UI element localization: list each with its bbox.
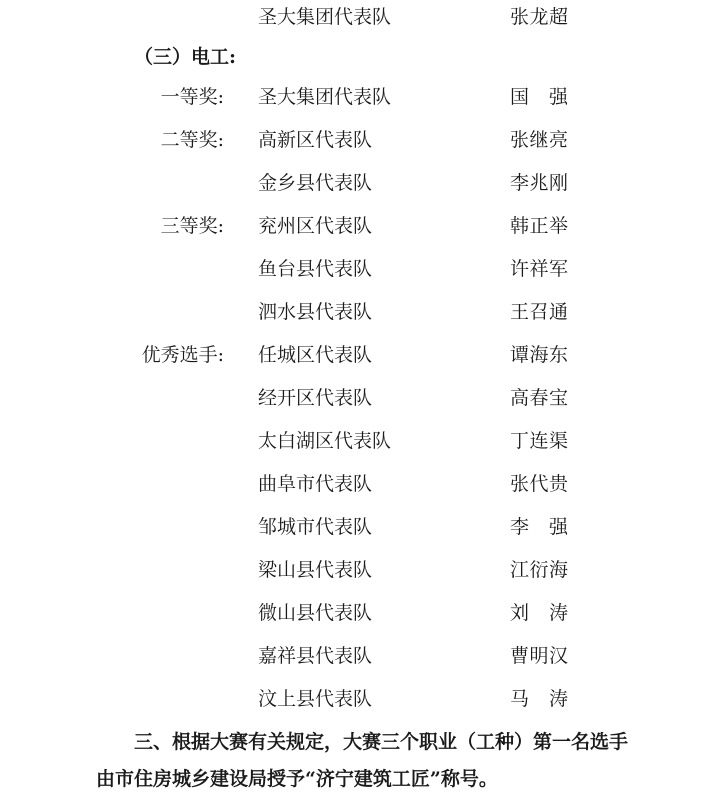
team-name: 泗水县代表队 (258, 301, 373, 323)
team-name: 鱼台县代表队 (258, 258, 373, 280)
team-name: 汶上县代表队 (258, 688, 373, 710)
list-row (0, 426, 726, 456)
winner-name: 韩正举 (510, 215, 568, 237)
team-name: 梁山县代表队 (258, 559, 373, 581)
winner-name: 江衍海 (510, 559, 568, 581)
team-name: 曲阜市代表队 (258, 473, 373, 495)
list-row (0, 254, 726, 284)
team-name: 圣大集团代表队 (258, 86, 392, 108)
award-level: 三等奖: (160, 215, 224, 237)
winner-name: 丁连渠 (510, 430, 568, 452)
winner-name: 王召通 (510, 301, 568, 323)
list-row (0, 641, 726, 671)
winner-name: 高春宝 (510, 387, 568, 409)
award-level: 二等奖: (160, 129, 224, 151)
award-level: 优秀选手: (141, 344, 224, 366)
list-row (0, 168, 726, 198)
winner-name: 李兆刚 (510, 172, 568, 194)
list-row (0, 469, 726, 499)
section-title: （三）电工: (134, 46, 237, 68)
winner-name: 国 强 (510, 86, 568, 108)
winner-name: 许祥军 (510, 258, 568, 280)
team-name: 经开区代表队 (258, 387, 373, 409)
team-name: 微山县代表队 (258, 602, 373, 624)
winner-name: 张龙超 (510, 6, 568, 28)
team-name: 任城区代表队 (258, 344, 373, 366)
team-name: 金乡县代表队 (258, 172, 373, 194)
team-name: 圣大集团代表队 (258, 6, 392, 28)
list-row (0, 2, 726, 32)
winner-name: 张代贵 (510, 473, 568, 495)
award-level: 一等奖: (160, 86, 224, 108)
winner-name: 谭海东 (510, 344, 568, 366)
paragraph-line-1: 三、根据大赛有关规定，大赛三个职业（工种）第一名选手 (134, 731, 629, 753)
team-name: 太白湖区代表队 (258, 430, 392, 452)
paragraph-line-2: 由市住房城乡建设局授予“济宁建筑工匠”称号。 (96, 768, 498, 790)
team-name: 嘉祥县代表队 (258, 645, 373, 667)
list-row (0, 340, 726, 370)
list-row (0, 555, 726, 585)
list-row (0, 383, 726, 413)
winner-name: 李 强 (510, 516, 568, 538)
list-row (0, 125, 726, 155)
list-row (0, 598, 726, 628)
winner-name: 马 涛 (510, 688, 568, 710)
list-row (0, 512, 726, 542)
list-row (0, 684, 726, 714)
winner-name: 刘 涛 (510, 602, 568, 624)
list-row (0, 82, 726, 112)
list-row (0, 211, 726, 241)
winner-name: 曹明汉 (510, 645, 568, 667)
team-name: 兖州区代表队 (258, 215, 373, 237)
list-row (0, 297, 726, 327)
team-name: 高新区代表队 (258, 129, 373, 151)
winner-name: 张继亮 (510, 129, 568, 151)
team-name: 邹城市代表队 (258, 516, 373, 538)
